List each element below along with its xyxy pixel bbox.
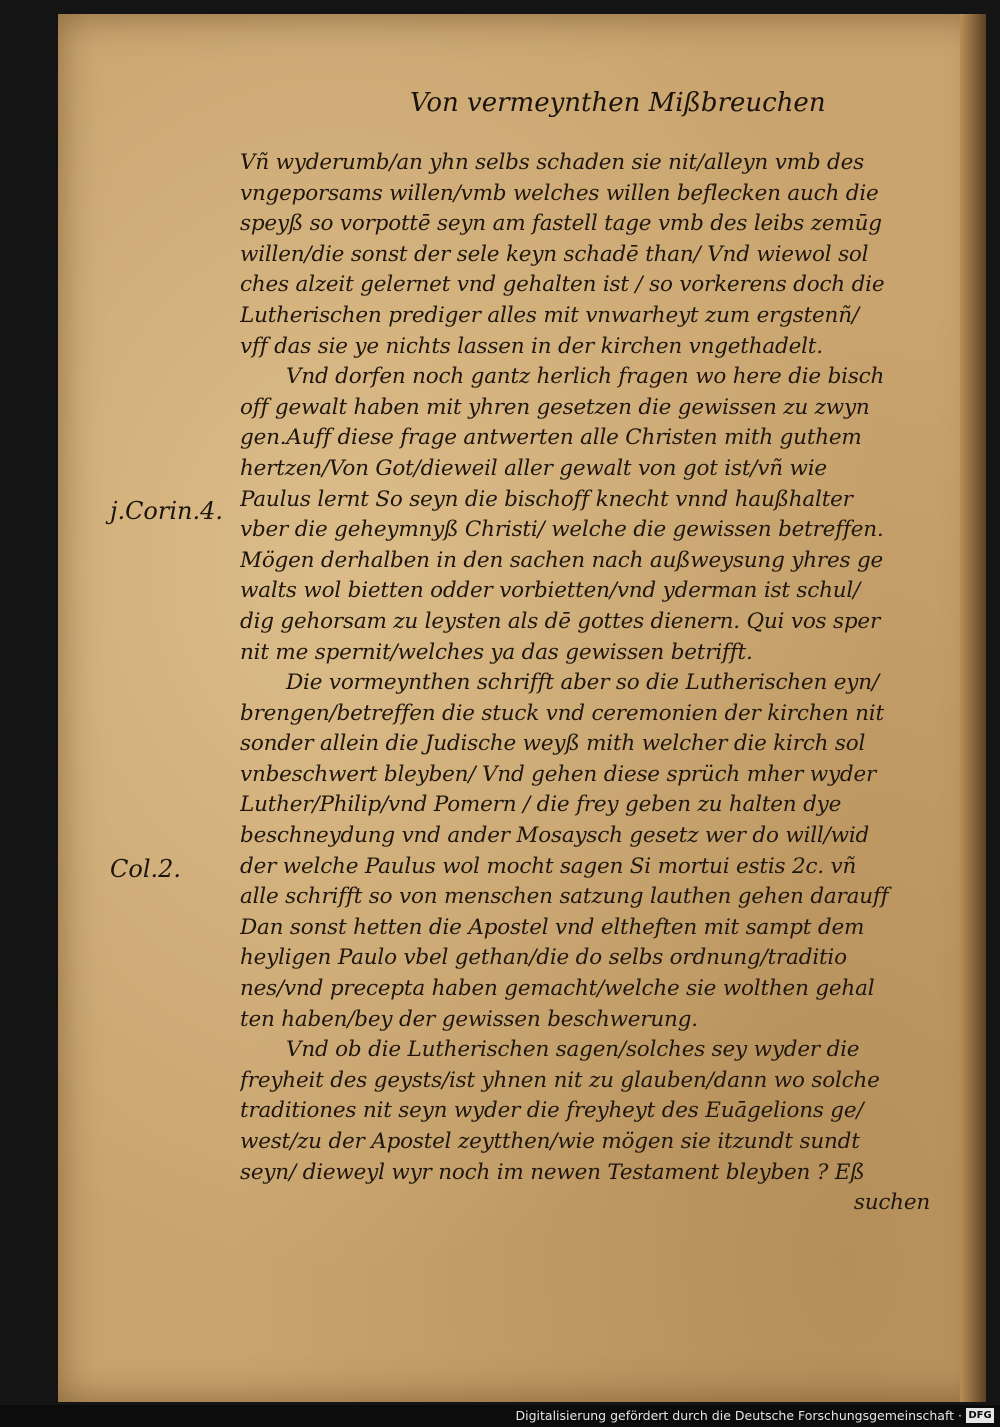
text-line: brengen/betreffen die stuck vnd ceremonien der kirchen nit — [240, 700, 884, 726]
text-line: heyligen Paulo vbel gethan/die do selbs ordnung/traditio — [240, 945, 847, 971]
text-line: Vnd ob die Lutherischen sagen/solches sey wyder die — [286, 1037, 860, 1063]
text-line: Paulus lernt So seyn die bischoff knecht vnnd haußhalter — [240, 486, 853, 512]
text-line: dig gehorsam zu leysten als dē gottes dienern. Qui vos sper — [240, 608, 881, 634]
text-line: seyn/ dieweyl wyr noch im newen Testament bleyben ? Eß — [240, 1159, 865, 1185]
text-line: ches alzeit gelernet vnd gehalten ist / so vorkerens doch die — [240, 272, 885, 298]
text-line: Vnd dorfen noch gantz herlich fragen wo here die bisch — [286, 364, 885, 390]
footer-credit: Digitalisierung gefördert durch die Deutsche Forschungsgemeinschaft · — [515, 1408, 962, 1423]
text-line: Die vormeynthen schrifft aber so die Lutherischen eyn/ — [286, 670, 879, 696]
text-line: Lutherischen prediger alles mit vnwarheyt zum ergstenñ/ — [240, 302, 859, 328]
text-line: alle schrifft so von menschen satzung lauthen gehen darauff — [240, 884, 889, 910]
dfg-logo: DFG — [966, 1408, 994, 1423]
text-line: vber die geheymnyß Christi/ welche die gewissen betreffen. — [240, 517, 884, 543]
text-line: west/zu der Apostel zeytthen/wie mögen sie itzundt sundt — [240, 1129, 860, 1154]
text-line: Dan sonst hetten die Apostel vnd eltheften mit sampt dem — [240, 914, 865, 940]
text-line: walts wol bietten odder vorbietten/vnd yderman ist schul/ — [240, 578, 861, 604]
text-line: nes/vnd precepta haben gemacht/welche sie wolthen gehal — [240, 976, 875, 1002]
text-line: Vñ wyderumb/an yhn selbs schaden sie nit/alleyn vmb des — [240, 150, 864, 175]
text-line: hertzen/Von Got/dieweil aller gewalt von got ist/vñ wie — [240, 455, 827, 481]
text-line: willen/die sonst der sele keyn schadē than/ Vnd wiewol sol — [240, 241, 869, 267]
page-edge — [960, 14, 986, 1402]
text-line: beschneydung vnd ander Mosaysch gesetz wer do will/wid — [240, 823, 870, 849]
footer-bar — [0, 1405, 1000, 1427]
text-line: vngeporsams willen/vmb welches willen beflecken auch die — [240, 180, 879, 206]
margin-note-corinthians: j.Corin.4. — [110, 497, 224, 525]
text-line: der welche Paulus wol mocht sagen Si mortui estis 2c. vñ — [240, 853, 857, 879]
running-head: Von vermeynthen Mißbreuchen — [410, 88, 826, 118]
text-line: vff das sie ye nichts lassen in der kirchen vngethadelt. — [240, 333, 823, 359]
margin-note-colossians: Col.2. — [110, 855, 182, 883]
text-line: ten haben/bey der gewissen beschwerung. — [240, 1006, 698, 1032]
text-line: traditiones nit seyn wyder die freyheyt des Euāgelions ge/ — [240, 1098, 864, 1124]
text-line: suchen — [853, 1190, 930, 1216]
text-line: nit me spernit/welches ya das gewissen betrifft. — [240, 639, 753, 665]
text-line: sonder allein die Judische weyß mith welcher die kirch sol — [240, 731, 866, 757]
text-line: gen.Auff diese frage antwerten alle Christen mith guthem — [240, 425, 862, 451]
text-line: speyß so vorpottē seyn am fastell tage vmb des leibs zemūg — [240, 211, 882, 237]
body-text — [240, 148, 930, 1219]
text-line: freyheit des geysts/ist yhnen nit zu glauben/dann wo solche — [240, 1067, 880, 1093]
text-line: vnbeschwert bleyben/ Vnd gehen diese sprüch mher wyder — [240, 761, 877, 787]
text-line: Mögen derhalben in den sachen nach außweysung yhres ge — [240, 547, 884, 573]
text-line: Luther/Philip/vnd Pomern / die frey geben zu halten dye — [240, 792, 842, 818]
text-line: off gewalt haben mit yhren gesetzen die gewissen zu zwyn — [240, 394, 870, 420]
